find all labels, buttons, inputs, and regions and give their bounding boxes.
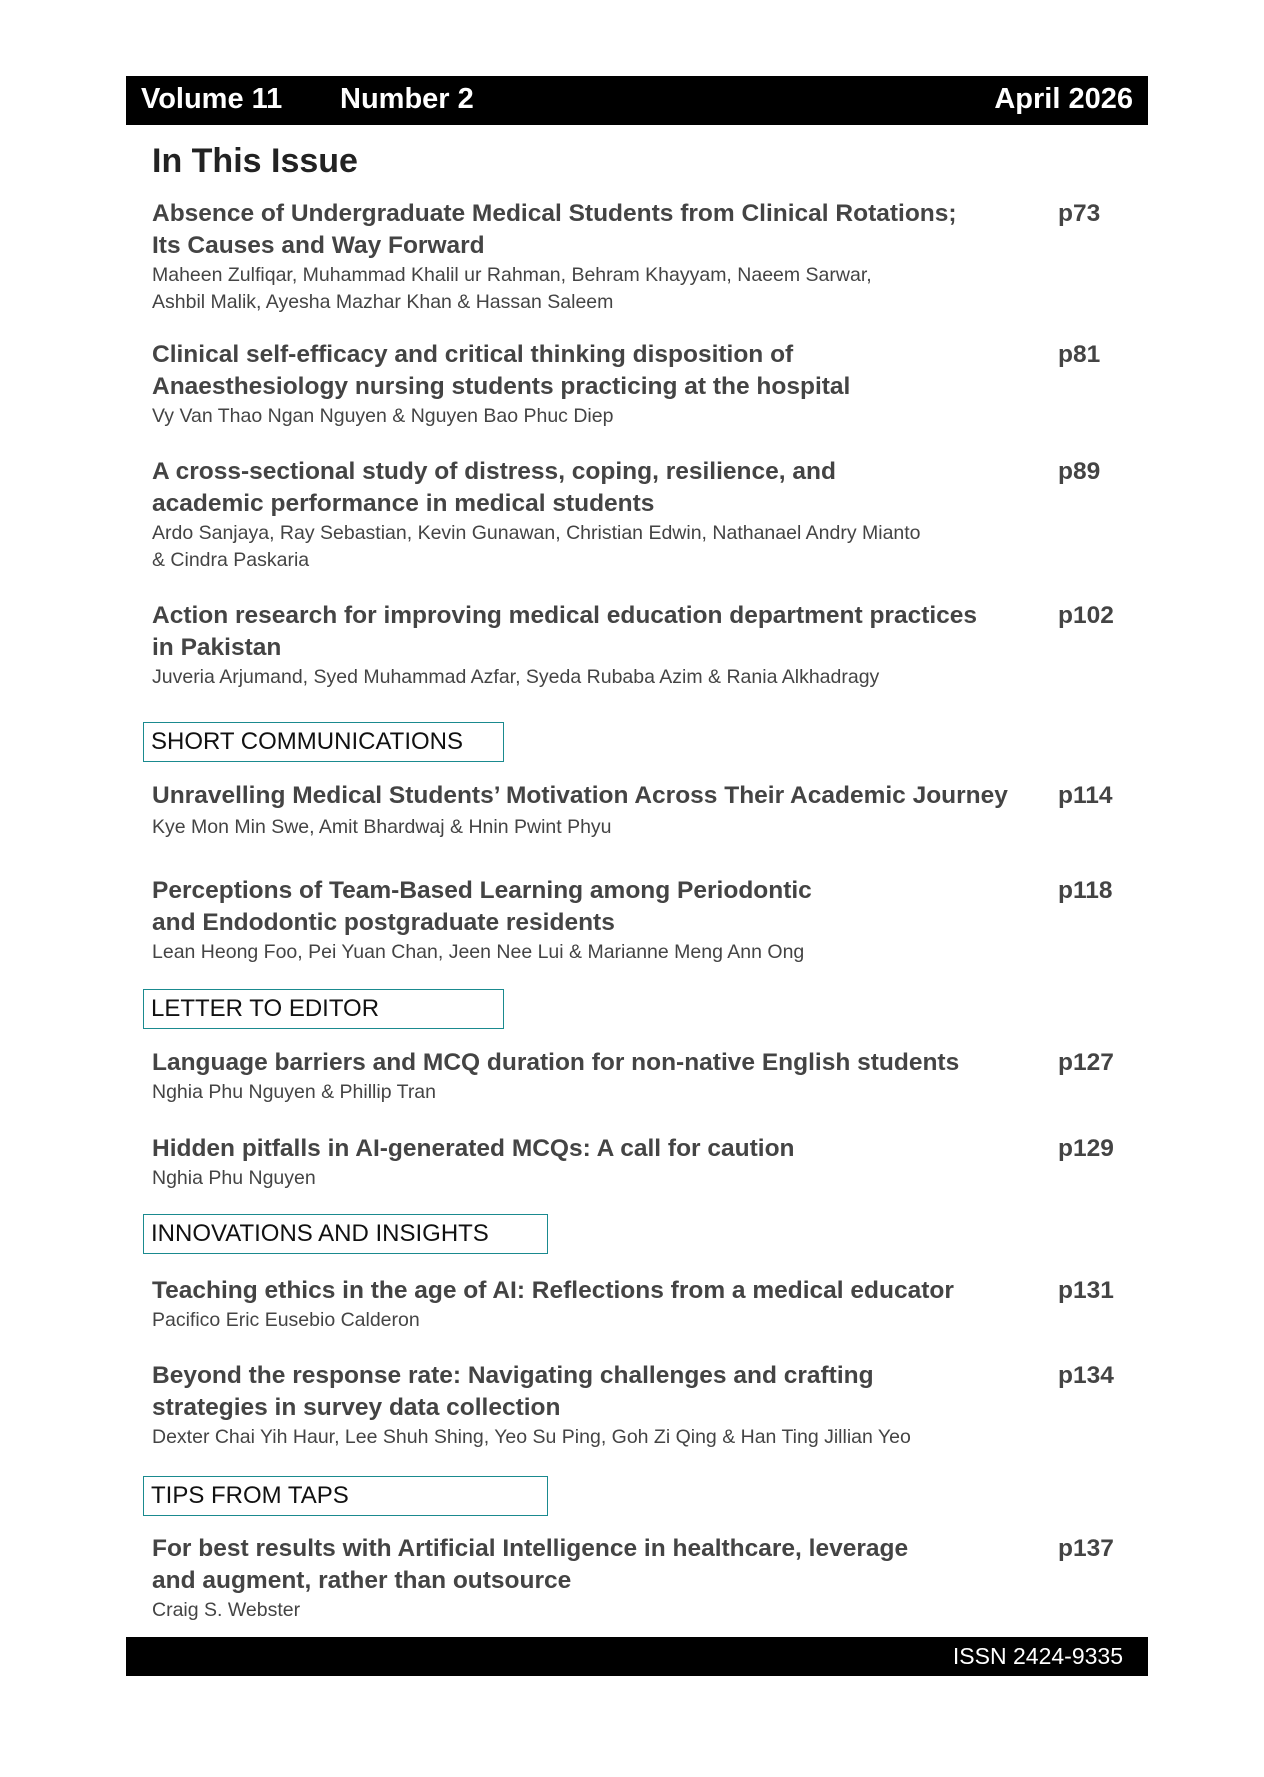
section-heading-innovations-and-insights: INNOVATIONS AND INSIGHTS [143,1214,548,1254]
article-page-number[interactable]: p89 [1058,458,1101,485]
article-title-line: For best results with Artificial Intelligence in healthcare, leverage [152,1535,909,1562]
section-heading-short-communications: SHORT COMMUNICATIONS [143,722,504,762]
article-entry[interactable] [152,1275,954,1334]
article-title-line: Language barriers and MCQ duration for non-native English students [152,1049,960,1076]
article-page-number[interactable]: p127 [1058,1049,1114,1076]
article-entry[interactable] [152,456,921,574]
article-page-number[interactable]: p73 [1058,200,1101,227]
page-title: In This Issue [152,142,358,180]
article-title-line: Clinical self-efficacy and critical thinking disposition of [152,341,794,368]
article-page-number[interactable]: p81 [1058,341,1101,368]
article-entry[interactable] [152,875,812,966]
article-title-line: Absence of Undergraduate Medical Students from Clinical Rotations; [152,200,957,227]
issue-date-label: April 2026 [994,83,1133,115]
volume-label: Volume 11 [141,83,283,115]
article-title-line: Unravelling Medical Students’ Motivation Across Their Academic Journey [152,782,1008,809]
article-authors-line: Nghia Phu Nguyen & Phillip Tran [152,1081,436,1103]
article-page-number[interactable]: p114 [1058,782,1113,809]
article-page-number[interactable]: p129 [1058,1135,1114,1162]
header-bar [126,76,1148,125]
issue-number-label: Number 2 [340,83,474,115]
article-title-line: Anaesthesiology nursing students practicing at the hospital [152,373,851,400]
article-authors-line: & Cindra Paskaria [152,549,310,571]
article-entry[interactable] [152,1360,911,1451]
article-title-line: Its Causes and Way Forward [152,232,485,259]
article-page-number[interactable]: p137 [1058,1535,1114,1562]
article-title-line: strategies in survey data collection [152,1394,561,1421]
article-entry[interactable] [152,339,850,430]
article-title-line: academic performance in medical students [152,490,655,517]
article-authors-line: Vy Van Thao Ngan Nguyen & Nguyen Bao Phuc Diep [152,405,614,427]
article-title-line: Hidden pitfalls in AI-generated MCQs: A call for caution [152,1135,795,1162]
article-authors-line: Maheen Zulfiqar, Muhammad Khalil ur Rahman, Behram Khayyam, Naeem Sarwar, [152,264,872,286]
article-title-line: Beyond the response rate: Navigating challenges and crafting [152,1362,874,1389]
article-authors-line: Craig S. Webster [152,1599,301,1621]
article-authors-line: Ashbil Malik, Ayesha Mazhar Khan & Hassan Saleem [152,291,614,313]
article-entry[interactable] [152,1533,908,1624]
article-authors-line: Ardo Sanjaya, Ray Sebastian, Kevin Gunawan, Christian Edwin, Nathanael Andry Mianto [152,522,921,544]
article-title-line: and augment, rather than outsource [152,1567,572,1594]
article-title-line: Perceptions of Team-Based Learning among Periodontic [152,877,812,904]
article-entry[interactable] [152,1133,795,1192]
article-entry[interactable] [152,1047,959,1106]
article-entry[interactable] [152,198,957,316]
article-entry[interactable] [152,780,1008,841]
article-authors-line: Juveria Arjumand, Syed Muhammad Azfar, Syeda Rubaba Azim & Rania Alkhadragy [152,666,880,688]
article-entry[interactable] [152,600,977,691]
article-authors-line: Kye Mon Min Swe, Amit Bhardwaj & Hnin Pwint Phyu [152,816,612,838]
article-authors-line: Nghia Phu Nguyen [152,1167,316,1189]
article-authors-line: Dexter Chai Yih Haur, Lee Shuh Shing, Yeo Su Ping, Goh Zi Qing & Han Ting Jillian Yeo [152,1426,911,1448]
issn-label: ISSN 2424-9335 [952,1643,1123,1669]
article-title-line: Action research for improving medical education department practices [152,602,978,629]
article-title-line: in Pakistan [152,634,282,661]
article-title-line: A cross-sectional study of distress, coping, resilience, and [152,458,836,485]
article-title-line: Teaching ethics in the age of AI: Reflections from a medical educator [152,1277,954,1304]
article-authors-line: Pacifico Eric Eusebio Calderon [152,1309,420,1331]
article-authors-line: Lean Heong Foo, Pei Yuan Chan, Jeen Nee Lui & Marianne Meng Ann Ong [152,941,805,963]
article-title-line: and Endodontic postgraduate residents [152,909,615,936]
footer-bar [126,1637,1148,1676]
article-page-number[interactable]: p118 [1058,877,1113,904]
section-heading-tips-from-taps: TIPS FROM TAPS [143,1476,548,1516]
article-page-number[interactable]: p131 [1058,1277,1114,1304]
article-page-number[interactable]: p102 [1058,602,1114,629]
article-page-number[interactable]: p134 [1058,1362,1114,1389]
section-heading-letter-to-editor: LETTER TO EDITOR [143,989,504,1029]
